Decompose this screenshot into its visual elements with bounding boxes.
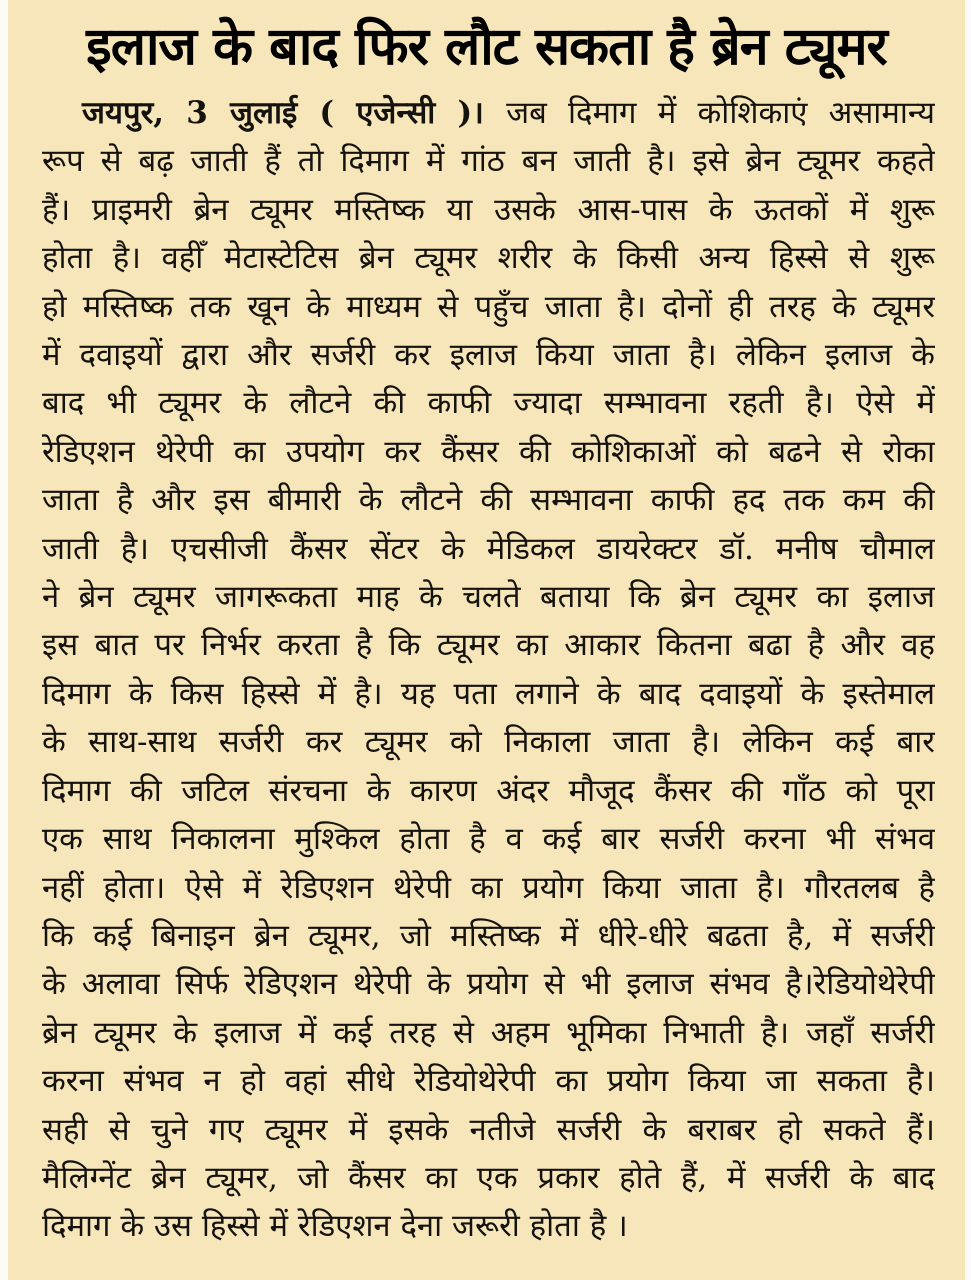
- article-line: रूप से बढ़ जाती हैं तो दिमाग में गांठ बन जाती है। इसे ब्रेन ट्यूमर कहते: [42, 143, 935, 180]
- newspaper-clipping: [8, 0, 965, 1280]
- article-line: में दवाइयों द्वारा और सर्जरी कर इलाज किया जाता है। लेकिन इलाज के: [42, 337, 935, 374]
- article-line: होता है। वहीँ मेटास्टेटिस ब्रेन ट्यूमर शरीर के किसी अन्य हिस्से से शुरू: [42, 240, 935, 277]
- article-line: हो मस्तिष्क तक खून के माध्यम से पहुँच जाता है। दोनों ही तरह के ट्यूमर: [42, 288, 935, 325]
- article-line: सही से चुने गए ट्यूमर में इसके नतीजे सर्जरी के बराबर हो सकते हैं।: [42, 1111, 935, 1148]
- article-line: कि कई बिनाइन ब्रेन ट्यूमर, जो मस्तिष्क में धीरे-धीरे बढता है, में सर्जरी: [42, 917, 935, 954]
- article-line: इस बात पर निर्भर करता है कि ट्यूमर का आकार कितना बढा है और वह: [42, 627, 935, 664]
- article-line: बाद भी ट्यूमर के लौटने की काफी ज्यादा सम्भावना रहती है। ऐसे में: [42, 385, 935, 422]
- article-line: ब्रेन ट्यूमर के इलाज में कई तरह से अहम भूमिका निभाती है। जहाँ सर्जरी: [42, 1014, 935, 1051]
- article-line: मैलिग्नेंट ब्रेन ट्यूमर, जो कैंसर का एक प्रकार होते हैं, में सर्जरी के बाद: [42, 1159, 935, 1196]
- article-headline: इलाज के बाद फिर लौट सकता है ब्रेन ट्यूमर: [86, 16, 887, 77]
- article-line: एक साथ निकालना मुश्किल होता है व कई बार सर्जरी करना भी संभव: [42, 821, 935, 858]
- article-line: दिमाग के उस हिस्से में रेडिएशन देना जरूरी होता है ।: [42, 1208, 628, 1245]
- article-lead-line: [42, 89, 935, 137]
- article-line: ने ब्रेन ट्यूमर जागरूकता माह के चलते बताया कि ब्रेन ट्यूमर का इलाज: [42, 579, 935, 616]
- dateline: जयपुर, 3 जुलाई ( एजेन्सी )।: [82, 95, 507, 131]
- article-line: जाती है। एचसीजी कैंसर सेंटर के मेडिकल डायरेक्टर डॉ. मनीष चौमाल: [42, 530, 935, 567]
- article-line: हैं। प्राइमरी ब्रेन ट्यूमर मस्तिष्क या उसके आस-पास के ऊतकों में शुरू: [42, 191, 935, 228]
- article-line: जाता है और इस बीमारी के लौटने की सम्भावना काफी हद तक कम की: [42, 482, 935, 519]
- article-line: दिमाग की जटिल संरचना के कारण अंदर मौजूद कैंसर की गाँठ को पूरा: [42, 772, 935, 809]
- article-line: करना संभव न हो वहां सीधे रेडियोथेरेपी का प्रयोग किया जा सकता है।: [42, 1063, 935, 1100]
- article-line: दिमाग के किस हिस्से में है। यह पता लगाने के बाद दवाइयों के इस्तेमाल: [42, 675, 935, 712]
- lead-text: जब दिमाग में कोशिकाएं असामान्य: [506, 95, 935, 131]
- article-body: [8, 83, 965, 1251]
- article-line: के साथ-साथ सर्जरी कर ट्यूमर को निकाला जाता है। लेकिन कई बार: [42, 724, 935, 761]
- article-line: रेडिएशन थेरेपी का उपयोग कर कैंसर की कोशिकाओं को बढने से रोका: [42, 433, 935, 470]
- article-line: के अलावा सिर्फ रेडिएशन थेरेपी के प्रयोग से भी इलाज संभव है।रेडियोथेरेपी: [42, 966, 935, 1003]
- article-line: नहीं होता। ऐसे में रेडिएशन थेरेपी का प्रयोग किया जाता है। गौरतलब है: [42, 869, 935, 906]
